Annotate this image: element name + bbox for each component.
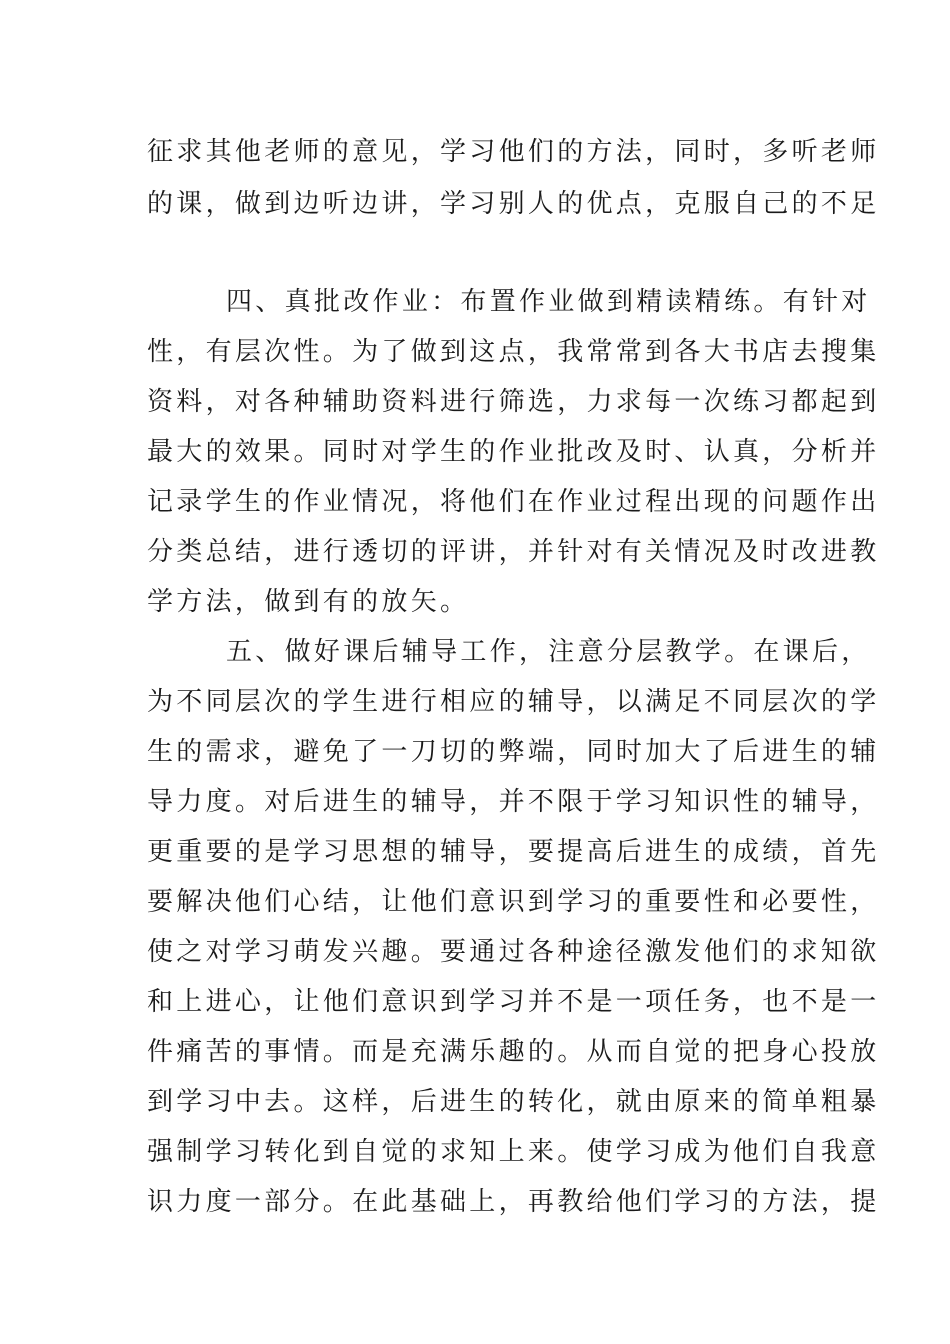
text-line: 要解决他们心结，让他们意识到学习的重要性和必要性， xyxy=(147,887,880,917)
text-line: 征求其他老师的意见，学习他们的方法，同时，多听老师 xyxy=(147,137,880,167)
text-line: 到学习中去。这样，后进生的转化，就由原来的简单粗暴 xyxy=(147,1087,880,1117)
text-line: 性，有层次性。为了做到这点，我常常到各大书店去搜集 xyxy=(147,337,880,367)
text-line: 资料，对各种辅助资料进行筛选，力求每一次练习都起到 xyxy=(147,387,880,417)
paragraph-heading-4: 四、真批改作业：布置作业做到精读精练。有针对 xyxy=(226,287,871,317)
text-line: 学方法，做到有的放矢。 xyxy=(147,587,470,617)
text-line: 分类总结，进行透切的评讲，并针对有关情况及时改进教 xyxy=(147,537,880,567)
text-line: 为不同层次的学生进行相应的辅导，以满足不同层次的学 xyxy=(147,687,880,717)
text-line: 导力度。对后进生的辅导，并不限于学习知识性的辅导， xyxy=(147,787,880,817)
text-line: 件痛苦的事情。而是充满乐趣的。从而自觉的把身心投放 xyxy=(147,1037,880,1067)
text-line: 最大的效果。同时对学生的作业批改及时、认真，分析并 xyxy=(147,437,880,467)
text-line: 的课，做到边听边讲，学习别人的优点，克服自己的不足 xyxy=(147,189,880,219)
paragraph-heading-5: 五、做好课后辅导工作，注意分层教学。在课后， xyxy=(226,637,871,667)
text-line: 强制学习转化到自觉的求知上来。使学习成为他们自我意 xyxy=(147,1137,880,1167)
text-line: 和上进心，让他们意识到学习并不是一项任务，也不是一 xyxy=(147,987,880,1017)
text-line: 更重要的是学习思想的辅导，要提高后进生的成绩，首先 xyxy=(147,837,880,867)
text-line: 生的需求，避免了一刀切的弊端，同时加大了后进生的辅 xyxy=(147,737,880,767)
text-line: 使之对学习萌发兴趣。要通过各种途径激发他们的求知欲 xyxy=(147,937,880,967)
text-line: 识力度一部分。在此基础上，再教给他们学习的方法，提 xyxy=(147,1187,880,1217)
text-line: 记录学生的作业情况，将他们在作业过程出现的问题作出 xyxy=(147,487,880,517)
